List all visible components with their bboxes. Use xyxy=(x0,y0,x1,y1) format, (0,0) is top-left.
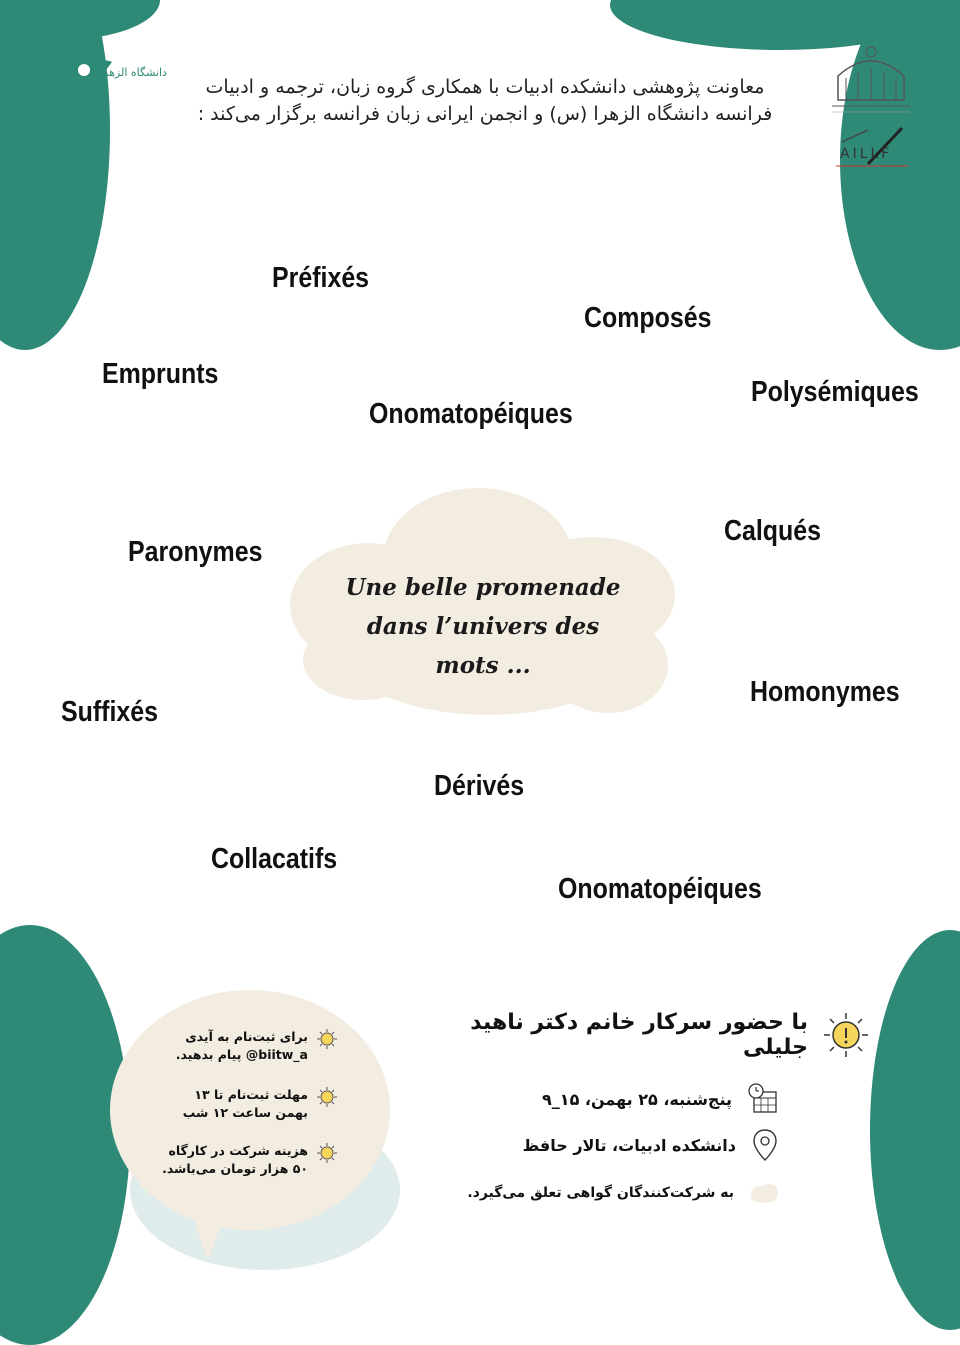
cloud-line-1: Une belle promenade xyxy=(345,574,621,601)
side-note-registration xyxy=(158,1028,338,1064)
alzahra-logo xyxy=(60,42,170,122)
side-note-deadline-text: مهلت ثبت‌نام تا ۱۳ بهمن ساعت ۱۲ شب xyxy=(182,1087,308,1120)
word-polysemiques: Polysémiques xyxy=(751,376,919,408)
cloud-line-3: mots ... xyxy=(435,652,531,679)
top-left-corner-blob xyxy=(0,0,160,40)
alzahra-logo-text: دانشگاه الزهرا xyxy=(100,66,167,79)
word-homonymes: Homonymes xyxy=(750,676,900,708)
word-onomatopeiques-1: Onomatopéiques xyxy=(369,398,573,430)
cloud-line-2: dans l’univers des xyxy=(366,613,600,640)
cloud-title xyxy=(318,568,648,685)
word-collacatifs: Collacatifs xyxy=(211,843,338,875)
location-row xyxy=(440,1128,780,1162)
word-onomatopeiques-2: Onomatopéiques xyxy=(558,873,762,905)
word-suffixes: Suffixés xyxy=(61,696,159,728)
word-emprunts: Emprunts xyxy=(102,358,219,390)
certificate-row xyxy=(440,1182,780,1204)
word-calques: Calqués xyxy=(724,515,822,547)
sun-icon xyxy=(316,1142,338,1164)
bottom-left-blob xyxy=(0,925,130,1345)
cloud-icon xyxy=(748,1182,780,1204)
side-note-registration-text: برای ثبت‌نام به آیدی biitw_a@ پیام بدهید. xyxy=(175,1029,308,1062)
sun-icon xyxy=(316,1028,338,1050)
guest-row xyxy=(400,1010,870,1060)
svg-text:AILLF: AILLF xyxy=(840,146,893,162)
side-bubble-tail xyxy=(190,1210,226,1260)
word-paronymes: Paronymes xyxy=(128,536,263,568)
word-composes: Composés xyxy=(584,302,712,334)
intro-paragraph: معاونت پژوهشی دانشکده ادبیات با همکاری گروه زبان، ترجمه و ادبیات فرانسه دانشگاه الزهرا (س) و انجمن ایرانی زبان فرانسه برگزار می‌کند : xyxy=(197,76,773,125)
sun-exclamation-icon xyxy=(822,1011,870,1059)
side-note-fee-text: هزینه شرکت در کارگاه ۵۰ هزار تومان می‌باشد. xyxy=(162,1143,308,1176)
sun-icon xyxy=(316,1086,338,1108)
association-logo xyxy=(828,38,914,178)
guest-name: با حضور سرکار خانم دکتر ناهید جلیلی xyxy=(470,1010,808,1060)
word-prefixes: Préfixés xyxy=(272,262,370,294)
event-date: پنج‌شنبه، ۲۵ بهمن، ۱۵_۹ xyxy=(542,1089,732,1109)
date-row xyxy=(440,1082,780,1116)
calendar-clock-icon xyxy=(746,1082,780,1116)
side-note-deadline xyxy=(158,1086,338,1122)
certificate-note: به شرکت‌کنندگان گواهی تعلق می‌گیرد. xyxy=(467,1185,734,1201)
location-pin-icon xyxy=(750,1128,780,1162)
word-derives: Dérivés xyxy=(434,770,525,802)
event-location: دانشکده ادبیات، تالار حافظ xyxy=(522,1135,736,1155)
side-note-fee xyxy=(158,1142,338,1178)
